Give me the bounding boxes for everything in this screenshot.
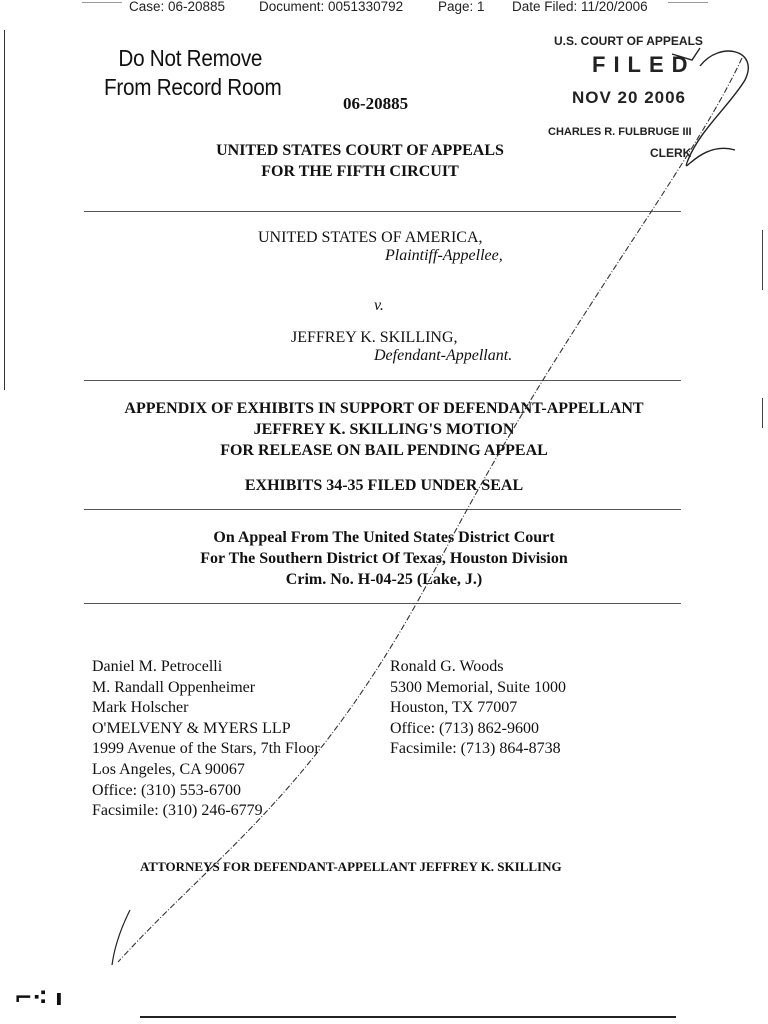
counsel-line: Office: (310) 553-6700	[92, 781, 241, 799]
scan-smudge: ⌐⁖ ı	[14, 986, 63, 1011]
record-notice-line2: From Record Room	[104, 74, 282, 100]
pen-stroke-diagonal	[118, 58, 742, 962]
stamp-check	[672, 48, 700, 60]
defendant-role: Defendant-Appellant.	[374, 347, 513, 364]
appeal-line3: Crim. No. H-04-25 (Lake, J.)	[285, 571, 483, 588]
defendant-name: JEFFREY K. SKILLING,	[291, 329, 458, 346]
page-number: Page: 1	[438, 0, 485, 14]
stamp-filed: FILED	[592, 52, 696, 77]
appeal-line2: For The Southern District Of Texas, Houston Division	[200, 550, 568, 567]
counsel-line: 1999 Avenue of the Stars, 7th Floor	[92, 740, 320, 758]
counsel-line: Facsimile: (310) 246-6779	[92, 802, 263, 820]
versus: v.	[374, 297, 384, 314]
counsel-line: Office: (713) 862-9600	[390, 719, 539, 737]
counsel-line: Facsimile: (713) 864-8738	[390, 740, 561, 758]
document-number: Document: 0051330792	[259, 0, 404, 14]
title-line3: FOR RELEASE ON BAIL PENDING APPEAL	[220, 442, 548, 459]
counsel-line: Daniel M. Petrocelli	[92, 658, 223, 675]
attorneys-for: ATTORNEYS FOR DEFENDANT-APPELLANT JEFFREY K. SKILLING	[140, 859, 562, 874]
plaintiff-name: UNITED STATES OF AMERICA,	[258, 229, 483, 246]
counsel-line: Los Angeles, CA 90067	[92, 760, 245, 778]
record-notice-line1: Do Not Remove	[118, 45, 263, 71]
sealed-exhibits-note: EXHIBITS 34-35 FILED UNDER SEAL	[244, 477, 524, 494]
counsel-line: M. Randall Oppenheimer	[92, 678, 256, 696]
footer-rule	[140, 1016, 676, 1018]
stamp-court: U.S. COURT OF APPEALS	[554, 34, 703, 48]
counsel-line: Ronald G. Woods	[390, 658, 504, 675]
court-line2: FOR THE FIFTH CIRCUIT	[261, 163, 459, 180]
stamp-date: NOV 20 2006	[572, 88, 687, 107]
appeal-line1: On Appeal From The United States District Court	[213, 529, 555, 546]
pen-tail	[112, 910, 130, 965]
stamp-clerk-name: CHARLES R. FULBRUGE III	[548, 126, 692, 138]
case-number: Case: 06-20885	[129, 0, 226, 14]
title-line2: JEFFREY K. SKILLING'S MOTION	[253, 421, 515, 438]
counsel-line: 5300 Memorial, Suite 1000	[390, 678, 566, 696]
stamp-loop	[686, 51, 748, 166]
date-filed: Date Filed: 11/20/2006	[512, 0, 648, 14]
court-line1: UNITED STATES COURT OF APPEALS	[216, 142, 504, 159]
title-line1: APPENDIX OF EXHIBITS IN SUPPORT OF DEFENDANT-APPELLANT	[124, 400, 644, 417]
counsel-line: Mark Holscher	[92, 699, 189, 717]
counsel-line: O'MELVENY & MYERS LLP	[92, 719, 291, 737]
counsel-line: Houston, TX 77007	[390, 699, 518, 717]
plaintiff-role: Plaintiff-Appellee,	[385, 247, 503, 264]
docket-number: 06-20885	[343, 94, 409, 113]
stamp-clerk-title: CLERK	[650, 146, 692, 160]
